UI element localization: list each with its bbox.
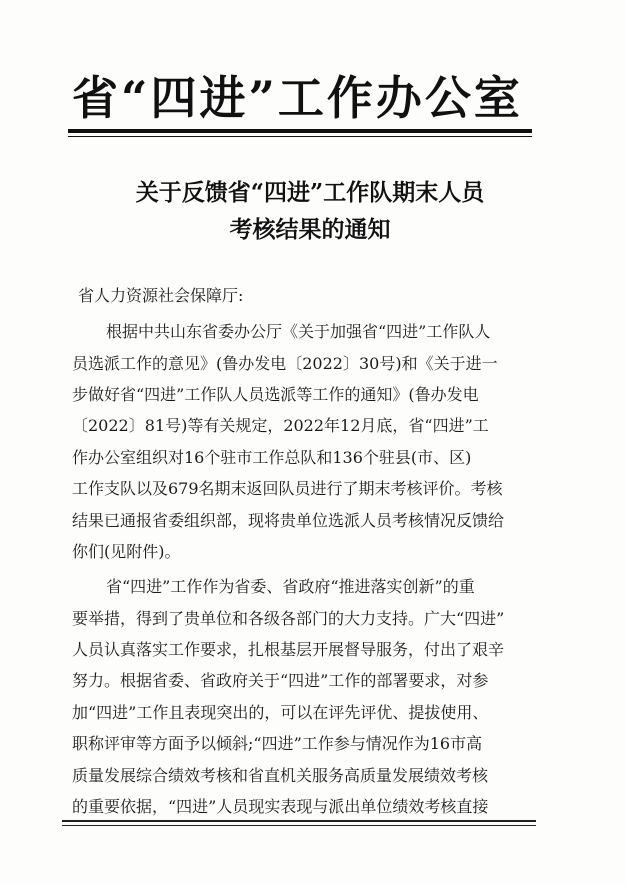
body-line: 质量发展综合绩效考核和省直机关服务高质量发展绩效考核 (72, 766, 489, 785)
body-line: 结果已通报省委组织部，现将贵单位选派人员考核情况反馈给 (72, 511, 505, 530)
footer-rule-thick (62, 820, 536, 822)
masthead-rule-thick (68, 129, 532, 133)
body-line: 员选派工作的意见》(鲁办发电〔2022〕30号)和《关于进一 (72, 354, 498, 373)
body-line: 作办公室组织对16个驻市工作总队和136个驻县(市、区) (72, 448, 472, 467)
body-line: 职称评审等方面予以倾斜;“四进”工作参与情况作为16市高 (72, 734, 483, 753)
body-line: 根据中共山东省委办公厅《关于加强省“四进”工作队人 (106, 322, 491, 341)
body-line: 人员认真落实工作要求，扎根基层开展督导服务，付出了艰辛 (72, 640, 505, 659)
body-line: 省“四进”工作作为省委、省政府“推进落实创新”的重 (106, 577, 475, 596)
body-line: 的重要依据，“四进”人员现实表现与派出单位绩效考核直接 (72, 797, 489, 816)
body-line: 〔2022〕81号)等有关规定，2022年12月底，省“四进”工 (72, 416, 489, 435)
body-line: 步做好省“四进”工作队人员选派等工作的通知》(鲁办发电 (72, 385, 479, 404)
addressee: 省人力资源社会保障厅: (78, 286, 244, 305)
masthead-title: 省“四进”工作办公室 (72, 71, 523, 125)
body-line: 你们(见附件)。 (72, 542, 181, 561)
body-line: 工作支队以及679名期末返回队员进行了期末考核评价。考核 (72, 479, 503, 498)
masthead-rule-thin (68, 136, 532, 137)
body-line: 要举措，得到了贵单位和各级各部门的大力支持。广大“四进” (72, 609, 505, 628)
notice-title-line-1: 关于反馈省“四进”工作队期末人员 (135, 179, 485, 206)
notice-title-line-2: 考核结果的通知 (229, 216, 391, 243)
body-line: 努力。根据省委、省政府关于“四进”工作的部署要求，对参 (72, 671, 489, 690)
body-line: 加“四进”工作且表现突出的，可以在评先评优、提拔使用、 (72, 703, 489, 722)
footer-rule-thin (62, 825, 536, 826)
